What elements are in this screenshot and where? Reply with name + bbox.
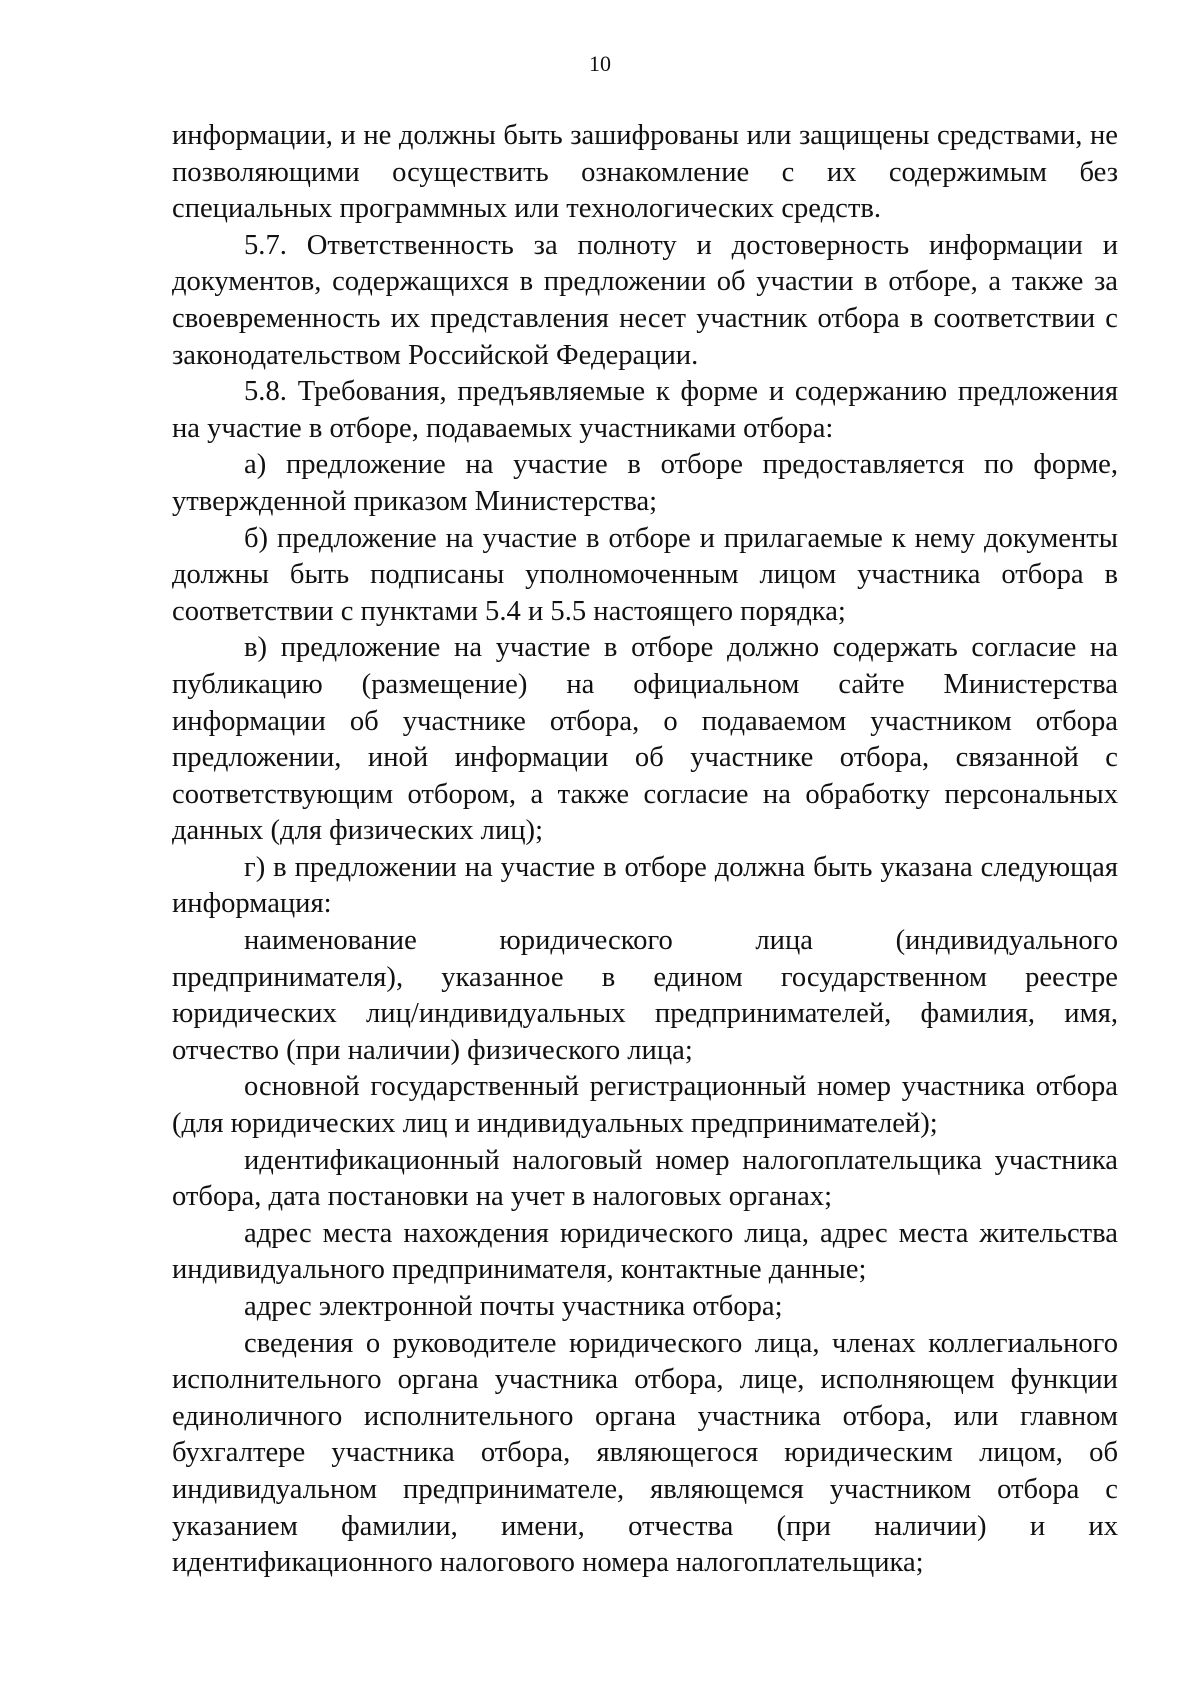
info-item-management: сведения о руководителе юридического лица, членах коллегиального исполнительного органа участника отбора, лице, исполняющем функции единоличного исполнительного органа участника отбора, или главном бухгалтере участника отбора, являющегося юридическим лицом, об индивидуальном предпринимателе, являющемся участником отбора с указанием фамилии, имени, отчества (при наличии) и их идентификационного налогового номера налогоплательщика;: [172, 1327, 1118, 1579]
paragraph-5-8: 5.8. Требования, предъявляемые к форме и содержанию предложения на участие в отборе, подаваемых участниками отбора:: [172, 376, 1118, 444]
page-number: 10: [589, 51, 611, 76]
document-body: [172, 118, 1118, 1582]
list-item-b: б) предложение на участие в отборе и прилагаемые к нему документы должны быть подписаны уполномоченным лицом участника отбора в соответствии с пунктами 5.4 и 5.5 настоящего порядка;: [172, 522, 1118, 627]
list-item-v: в) предложение на участие в отборе должно содержать согласие на публикацию (размещение) на официальном сайте Министерства информации об участнике отбора, о подаваемом участником отбора предложении, иной информации об участнике отбора, связанной с соответствующим отбором, а также согласие на обработку персональных данных (для физических лиц);: [172, 632, 1118, 847]
paragraph-continuation: информации, и не должны быть зашифрованы или защищены средствами, не позволяющими осуществить ознакомление с их содержимым без специальных программных или технологических средств.: [172, 120, 1118, 225]
info-item-name: наименование юридического лица (индивидуального предпринимателя), указанное в едином государственном реестре юридических лиц/индивидуальных предпринимателей, фамилия, имя, отчество (при наличии) физического лица;: [172, 925, 1118, 1066]
info-item-email: адрес электронной почты участника отбора;: [244, 1291, 783, 1322]
info-item-ogrn: основной государственный регистрационный номер участника отбора (для юридических лиц и индивидуальных предпринимателей);: [172, 1071, 1118, 1140]
paragraph-5-7: 5.7. Ответственность за полноту и достоверность информации и документов, содержащихся в предложении об участии в отборе, а также за своевременность их представления несет участник отбора в соответствии с законодательством Российской Федерации.: [172, 229, 1118, 371]
list-item-g: г) в предложении на участие в отборе должна быть указана следующая информация:: [172, 851, 1118, 920]
list-item-a: а) предложение на участие в отборе предоставляется по форме, утвержденной приказом Министерства;: [172, 449, 1118, 517]
info-item-inn: идентификационный налоговый номер налогоплательщика участника отбора, дата постановки на учет в налоговых органах;: [172, 1144, 1118, 1213]
info-item-address: адрес места нахождения юридического лица, адрес места жительства индивидуального предпринимателя, контактные данные;: [172, 1217, 1118, 1286]
